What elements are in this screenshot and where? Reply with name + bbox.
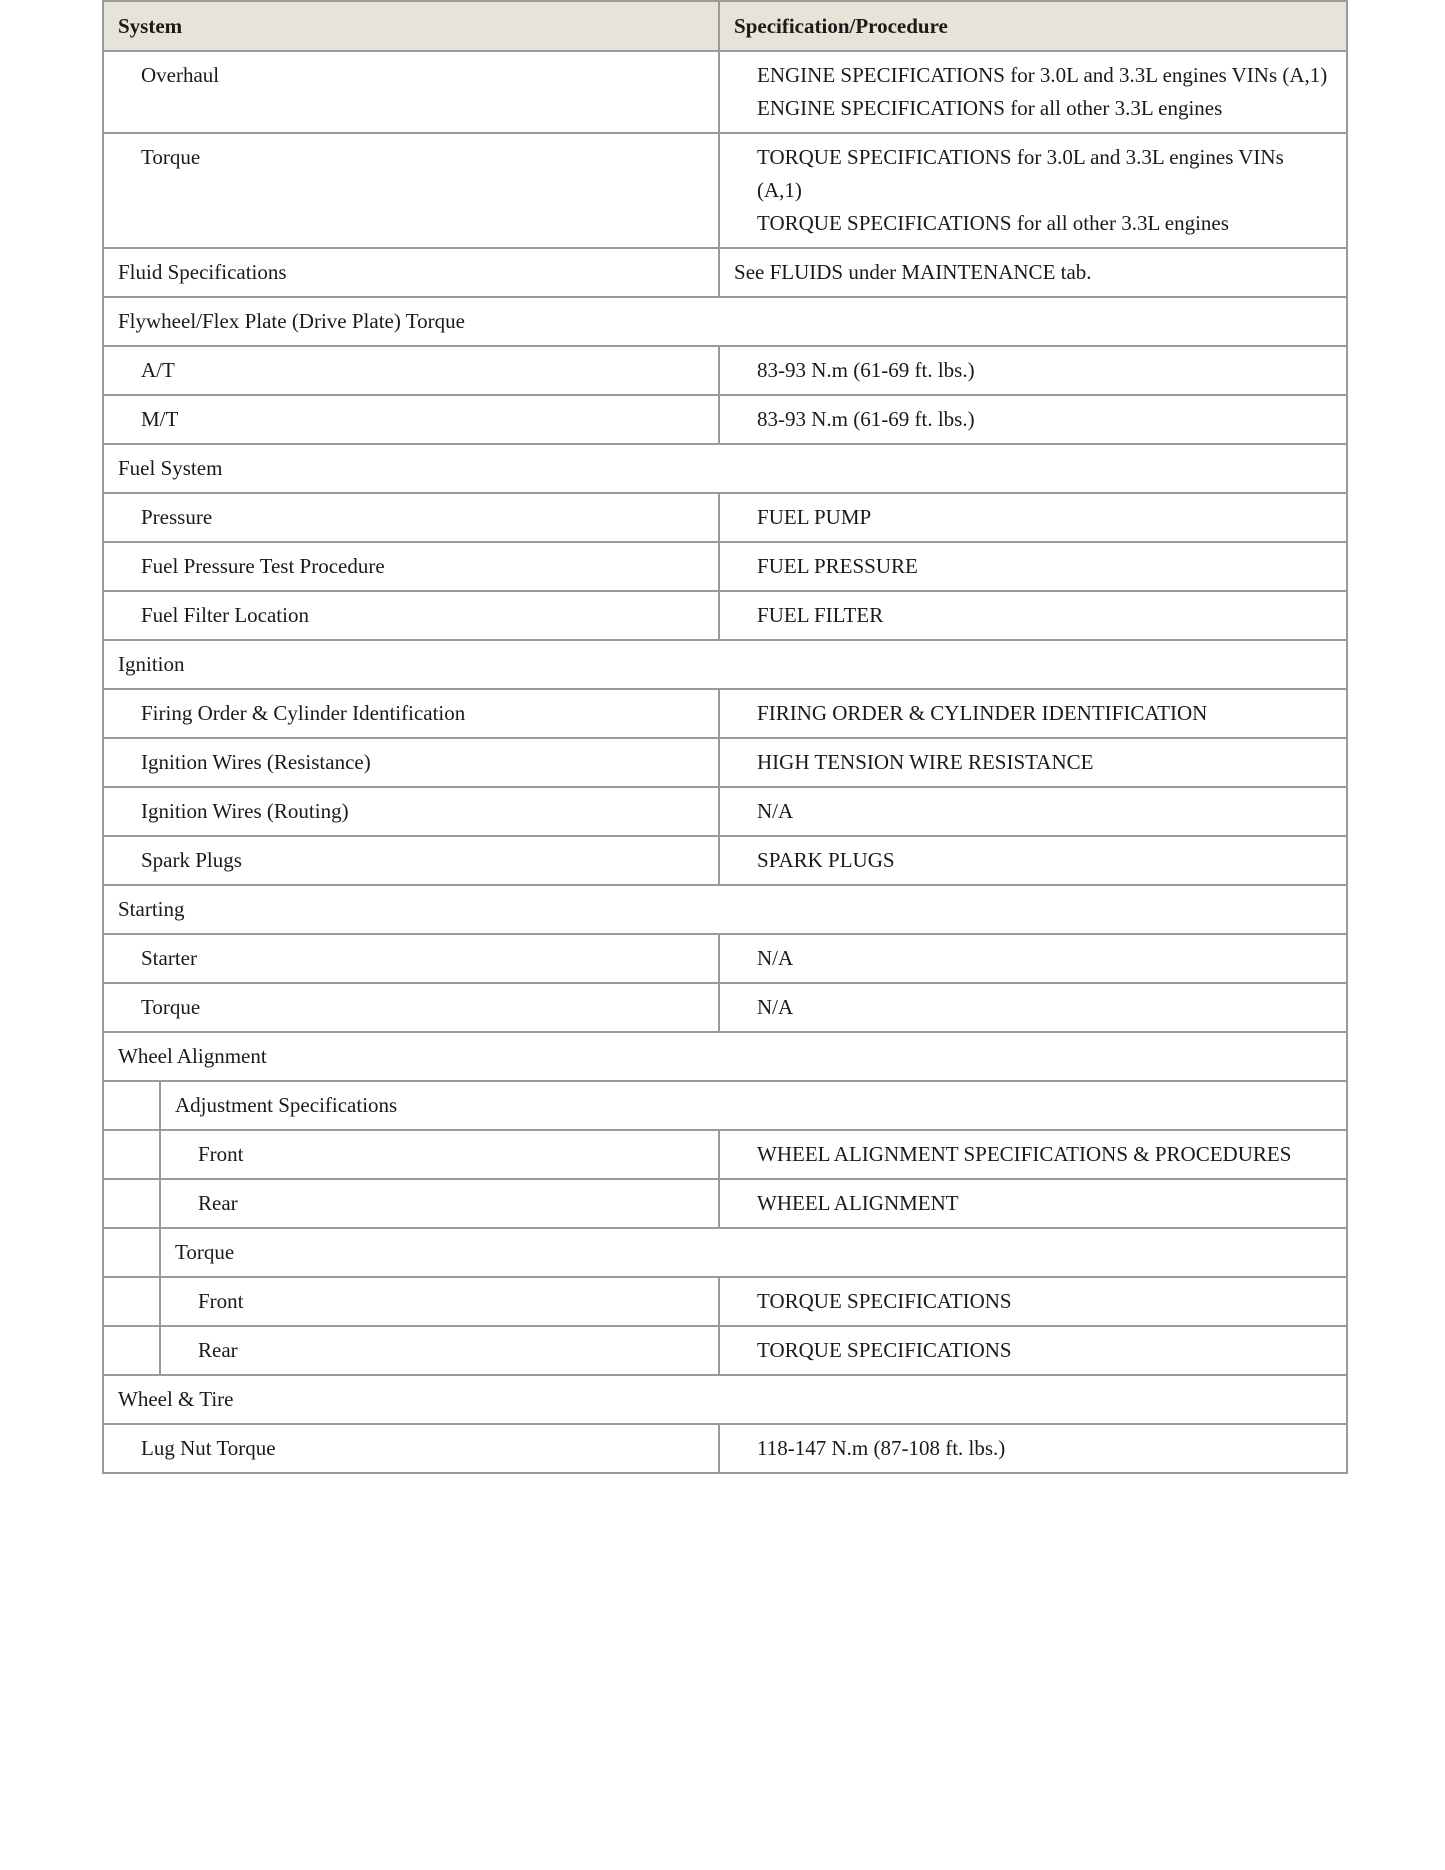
spec-spark-plugs: SPARK PLUGS [757, 848, 895, 872]
table-row [103, 787, 1347, 836]
spec-torque [720, 134, 1346, 247]
row-label-lug-nut: Lug Nut Torque [141, 1436, 276, 1460]
section-fuel: Fuel System [118, 456, 223, 480]
section-wheel-alignment: Wheel Alignment [118, 1044, 267, 1068]
spec-starter-torque: N/A [757, 995, 794, 1019]
section-starting: Starting [118, 897, 185, 921]
row-label-at: A/T [141, 358, 175, 382]
spec-line: TORQUE SPECIFICATIONS for all other 3.3L engines [757, 211, 1229, 235]
row-label-adjust-front: Front [198, 1142, 244, 1166]
indent-spacer [103, 1130, 160, 1179]
row-label-torque: Torque [141, 145, 201, 169]
spec-at: 83-93 N.m (61-69 ft. lbs.) [757, 358, 975, 382]
table-row [103, 1179, 1347, 1228]
subsection-adjustment: Adjustment Specifications [175, 1093, 398, 1117]
table-row [103, 934, 1347, 983]
section-row [103, 444, 1347, 493]
indent-spacer [103, 1326, 160, 1375]
row-label-overhaul: Overhaul [141, 63, 220, 87]
table-row [103, 689, 1347, 738]
spec-lug-nut: 118-147 N.m (87-108 ft. lbs.) [757, 1436, 1006, 1460]
spec-fuel-filter: FUEL FILTER [757, 603, 884, 627]
row-label-fluid: Fluid Specifications [118, 260, 287, 284]
table-header-row [103, 1, 1347, 51]
table-row [103, 1130, 1347, 1179]
row-label-adjust-rear: Rear [198, 1191, 238, 1215]
section-ignition: Ignition [118, 652, 185, 676]
section-row [103, 1375, 1347, 1424]
indent-spacer [103, 1081, 160, 1130]
spec-starter: N/A [757, 946, 794, 970]
section-row [103, 640, 1347, 689]
table-row [103, 133, 1347, 248]
table-row [103, 346, 1347, 395]
table-row [103, 836, 1347, 885]
section-wheel-tire: Wheel & Tire [118, 1387, 234, 1411]
table-row [103, 591, 1347, 640]
header-system: System [103, 1, 719, 51]
row-label-mt: M/T [141, 407, 179, 431]
row-label-torque-front: Front [198, 1289, 244, 1313]
row-label-fuel-test: Fuel Pressure Test Procedure [141, 554, 385, 578]
spec-fluid: See FLUIDS under MAINTENANCE tab. [734, 260, 1092, 284]
table-row [103, 248, 1347, 297]
indent-spacer [103, 1179, 160, 1228]
spec-torque-front: TORQUE SPECIFICATIONS [757, 1289, 1012, 1313]
spec-overhaul [720, 52, 1346, 132]
spec-line: ENGINE SPECIFICATIONS for 3.0L and 3.3L engines VINs (A,1) [757, 63, 1328, 87]
spec-fuel-test: FUEL PRESSURE [757, 554, 918, 578]
header-spec: Specification/Procedure [719, 1, 1347, 51]
table-row [103, 1277, 1347, 1326]
row-label-starter: Starter [141, 946, 197, 970]
table-row [103, 542, 1347, 591]
spec-mt: 83-93 N.m (61-69 ft. lbs.) [757, 407, 975, 431]
indent-spacer [103, 1228, 160, 1277]
table-row [103, 1326, 1347, 1375]
table-row [103, 493, 1347, 542]
spec-wire-resistance: HIGH TENSION WIRE RESISTANCE [757, 750, 1094, 774]
spec-line: ENGINE SPECIFICATIONS for all other 3.3L engines [757, 96, 1223, 120]
row-label-torque-rear: Rear [198, 1338, 238, 1362]
subsection-row [103, 1081, 1347, 1130]
table-row [103, 738, 1347, 787]
table-row [103, 983, 1347, 1032]
spec-wire-routing: N/A [757, 799, 794, 823]
spec-firing-order: FIRING ORDER & CYLINDER IDENTIFICATION [757, 701, 1208, 725]
indent-spacer [103, 1277, 160, 1326]
spec-pressure: FUEL PUMP [757, 505, 872, 529]
spec-adjust-front: WHEEL ALIGNMENT SPECIFICATIONS & PROCEDURES [757, 1142, 1292, 1166]
spec-line: TORQUE SPECIFICATIONS for 3.0L and 3.3L engines VINs (A,1) [757, 145, 1284, 202]
table-row [103, 51, 1347, 133]
section-row [103, 1032, 1347, 1081]
row-label-pressure: Pressure [141, 505, 213, 529]
row-label-wire-routing: Ignition Wires (Routing) [141, 799, 349, 823]
section-row [103, 297, 1347, 346]
section-row [103, 885, 1347, 934]
subsection-row [103, 1228, 1347, 1277]
row-label-spark-plugs: Spark Plugs [141, 848, 242, 872]
section-flywheel: Flywheel/Flex Plate (Drive Plate) Torque [118, 309, 465, 333]
specifications-table [102, 0, 1348, 1474]
table-row [103, 1424, 1347, 1473]
row-label-wire-resistance: Ignition Wires (Resistance) [141, 750, 371, 774]
row-label-firing-order: Firing Order & Cylinder Identification [141, 701, 466, 725]
row-label-starter-torque: Torque [141, 995, 201, 1019]
table-row [103, 395, 1347, 444]
spec-torque-rear: TORQUE SPECIFICATIONS [757, 1338, 1012, 1362]
spec-adjust-rear: WHEEL ALIGNMENT [757, 1191, 959, 1215]
subsection-torque: Torque [175, 1240, 235, 1264]
row-label-fuel-filter: Fuel Filter Location [141, 603, 309, 627]
